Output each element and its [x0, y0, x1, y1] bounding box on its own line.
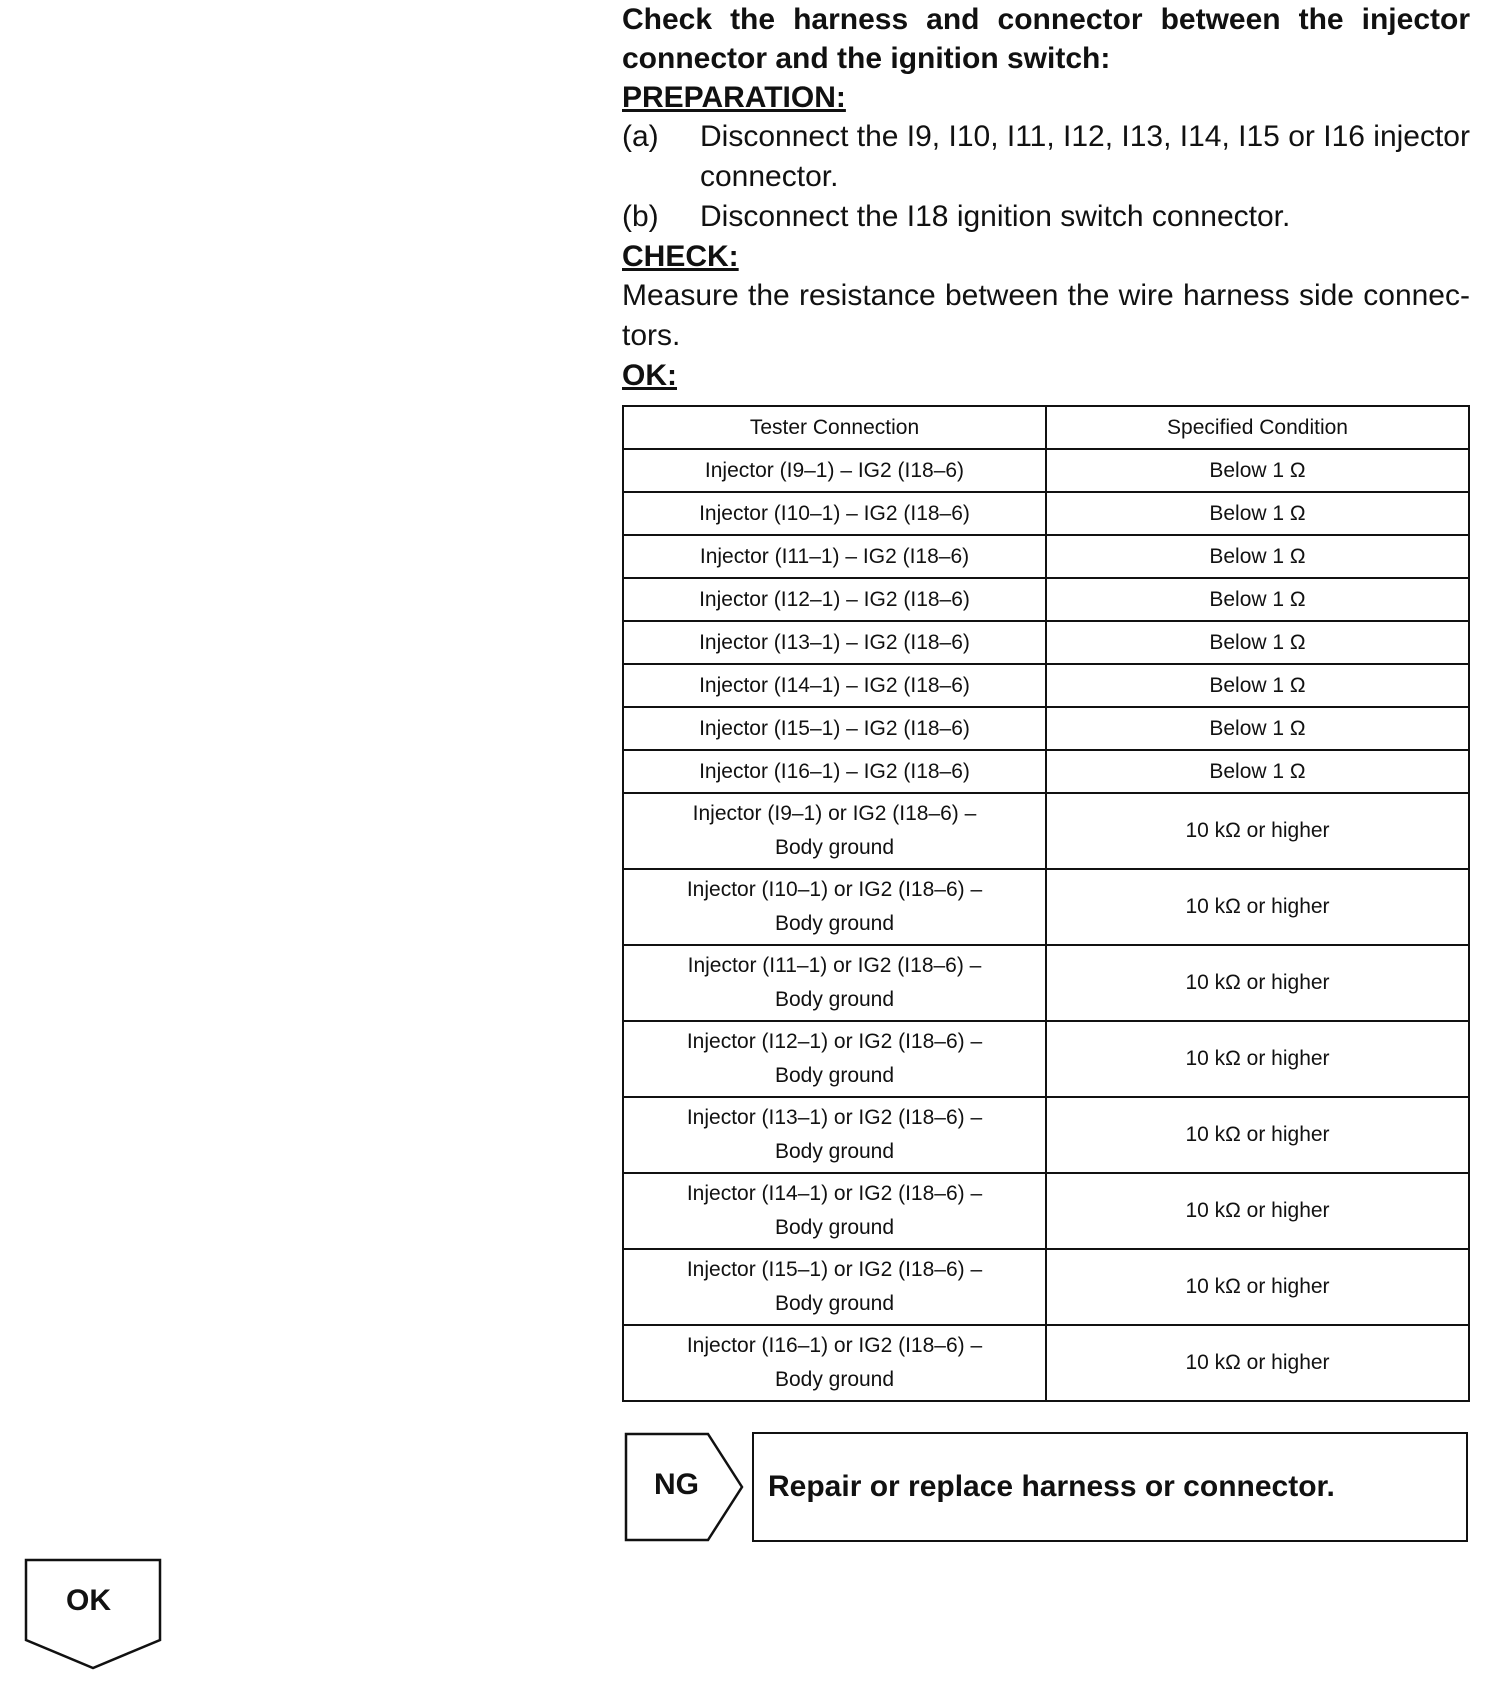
connection-cell: Injector (I9–1) – IG2 (I18–6) [623, 449, 1046, 492]
ok-spec-label: OK: [622, 359, 677, 392]
ok-label: OK [66, 1584, 111, 1617]
connection-line-1: Injector (I14–1) or IG2 (I18–6) – [686, 1182, 983, 1205]
procedure-content [622, 0, 1470, 395]
table-row [623, 869, 1469, 945]
condition-cell: 10 kΩ or higher [1046, 1325, 1469, 1401]
connection-line-1: Injector (I15–1) or IG2 (I18–6) – [686, 1258, 983, 1281]
condition-cell: 10 kΩ or higher [1046, 1097, 1469, 1173]
condition-cell: Below 1 Ω [1046, 449, 1469, 492]
table-row [623, 1249, 1469, 1325]
table-row [623, 492, 1469, 535]
condition-cell: 10 kΩ or higher [1046, 869, 1469, 945]
spec-table [622, 405, 1470, 1402]
condition-cell: Below 1 Ω [1046, 664, 1469, 707]
table-row [623, 1021, 1469, 1097]
connection-cell [623, 1173, 1046, 1249]
header-tester-connection: Tester Connection [623, 406, 1046, 449]
connection-cell [623, 1325, 1046, 1401]
ng-action-box [752, 1432, 1468, 1542]
table-row [623, 535, 1469, 578]
table-header-row [623, 406, 1469, 449]
connection-line-2: Body ground [774, 912, 895, 935]
connection-line-1: Injector (I13–1) or IG2 (I18–6) – [686, 1106, 983, 1129]
connection-cell [623, 869, 1046, 945]
connection-cell: Injector (I15–1) – IG2 (I18–6) [623, 707, 1046, 750]
condition-cell: Below 1 Ω [1046, 578, 1469, 621]
step-letter: (a) [622, 120, 659, 153]
connection-cell [623, 1021, 1046, 1097]
preparation-step-a [622, 117, 1470, 197]
table-row [623, 1097, 1469, 1173]
condition-cell: Below 1 Ω [1046, 621, 1469, 664]
check-text: Measure the resistance between the wire harness side connec-tors. [622, 279, 1470, 352]
connection-line-1: Injector (I12–1) or IG2 (I18–6) – [686, 1030, 983, 1053]
connection-line-1: Injector (I11–1) or IG2 (I18–6) – [687, 954, 982, 977]
connection-line-1: Injector (I10–1) or IG2 (I18–6) – [686, 878, 983, 901]
preparation-step-b [622, 197, 1470, 237]
step-letter: (b) [622, 200, 659, 233]
connection-cell: Injector (I14–1) – IG2 (I18–6) [623, 664, 1046, 707]
condition-cell: 10 kΩ or higher [1046, 793, 1469, 869]
connection-line-2: Body ground [774, 1292, 895, 1315]
table-row [623, 1325, 1469, 1401]
header-specified-condition: Specified Condition [1046, 406, 1469, 449]
connection-line-2: Body ground [774, 1064, 895, 1087]
check-label: CHECK: [622, 240, 739, 273]
ok-branch-marker [24, 1558, 162, 1670]
condition-cell: 10 kΩ or higher [1046, 1173, 1469, 1249]
connection-cell: Injector (I16–1) – IG2 (I18–6) [623, 750, 1046, 793]
condition-cell: Below 1 Ω [1046, 707, 1469, 750]
connection-cell: Injector (I13–1) – IG2 (I18–6) [623, 621, 1046, 664]
connection-line-2: Body ground [774, 1368, 895, 1391]
ng-action-text: Repair or replace harness or connector. [768, 1470, 1335, 1503]
ng-label: NG [654, 1468, 699, 1501]
table-row [623, 945, 1469, 1021]
connection-cell: Injector (I11–1) – IG2 (I18–6) [623, 535, 1046, 578]
condition-cell: 10 kΩ or higher [1046, 1021, 1469, 1097]
condition-cell: Below 1 Ω [1046, 492, 1469, 535]
preparation-label: PREPARATION: [622, 81, 846, 114]
connection-line-2: Body ground [774, 1216, 895, 1239]
table-row [623, 449, 1469, 492]
table-row [623, 578, 1469, 621]
table-row [623, 750, 1469, 793]
table-row [623, 707, 1469, 750]
step-text: Disconnect the I9, I10, I11, I12, I13, I14, I15 or I16 injector connector. [700, 120, 1470, 193]
procedure-heading: Check the harness and connector between the injector connector and the ignition switch: [622, 3, 1470, 75]
table-row [623, 793, 1469, 869]
table-row [623, 664, 1469, 707]
connection-cell [623, 1249, 1046, 1325]
table-row [623, 1173, 1469, 1249]
connection-line-2: Body ground [774, 1140, 895, 1163]
condition-cell: 10 kΩ or higher [1046, 1249, 1469, 1325]
connection-cell [623, 793, 1046, 869]
connection-line-2: Body ground [774, 836, 895, 859]
table-row [623, 621, 1469, 664]
condition-cell: 10 kΩ or higher [1046, 945, 1469, 1021]
connection-cell [623, 1097, 1046, 1173]
condition-cell: Below 1 Ω [1046, 535, 1469, 578]
connection-line-2: Body ground [774, 988, 895, 1011]
connection-cell: Injector (I12–1) – IG2 (I18–6) [623, 578, 1046, 621]
connection-line-1: Injector (I9–1) or IG2 (I18–6) – [692, 802, 977, 825]
condition-cell: Below 1 Ω [1046, 750, 1469, 793]
step-text: Disconnect the I18 ignition switch connector. [700, 200, 1291, 233]
ng-branch-marker [624, 1432, 746, 1542]
connection-cell [623, 945, 1046, 1021]
connection-line-1: Injector (I16–1) or IG2 (I18–6) – [686, 1334, 983, 1357]
connection-cell: Injector (I10–1) – IG2 (I18–6) [623, 492, 1046, 535]
